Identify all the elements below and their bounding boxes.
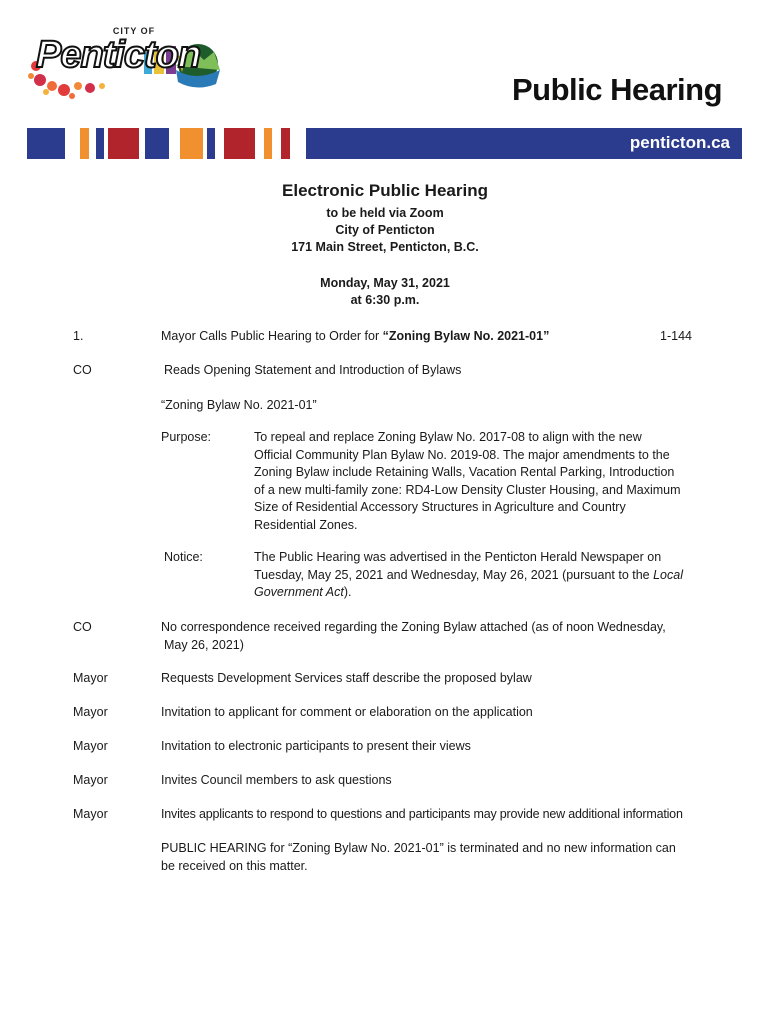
step-label: Mayor <box>73 671 108 685</box>
step-label: Mayor <box>73 773 108 787</box>
bar-segment-orange <box>180 128 203 159</box>
notice-line: The Public Hearing was advertised in the Penticton Herald Newspaper on <box>254 550 662 564</box>
item-number: 1. <box>73 329 84 343</box>
opening-label: CO <box>73 363 92 377</box>
closing-line: PUBLIC HEARING for “Zoning Bylaw No. 2021-01” is terminated and no new information can <box>161 841 676 855</box>
opening-bylaw: “Zoning Bylaw No. 2021-01” <box>161 398 317 412</box>
meeting-address: 171 Main Street, Penticton, B.C. <box>291 240 479 254</box>
bar-segment-blue <box>145 128 169 159</box>
step-text: Invites Council members to ask questions <box>161 773 392 787</box>
step-text: Invites applicants to respond to questions and participants may provide new additional information <box>161 807 683 821</box>
item-1-text <box>161 328 549 346</box>
meeting-title: Electronic Public Hearing <box>282 181 488 200</box>
step-label: Mayor <box>73 705 108 719</box>
bar-segment-orange <box>80 128 89 159</box>
page-title: Public Hearing <box>511 72 722 107</box>
correspondence-line: No correspondence received regarding the Zoning Bylaw attached (as of noon Wednesday, <box>161 620 666 634</box>
step-text: Invitation to electronic participants to present their views <box>161 739 471 753</box>
bar-segment-blue <box>27 128 65 159</box>
notice-line2-plain: Tuesday, May 25, 2021 and Wednesday, May 26, 2021 (pursuant to the <box>254 567 654 582</box>
closing-line: be received on this matter. <box>161 858 308 873</box>
correspondence-label: CO <box>73 620 92 634</box>
item-1-plain: Mayor Calls Public Hearing to Order for <box>161 329 383 343</box>
bar-segment-blue <box>207 128 215 159</box>
notice-label: Notice: <box>164 550 203 564</box>
meeting-host: City of Penticton <box>335 223 435 237</box>
item-1-bylaw: “Zoning Bylaw No. 2021-01” <box>382 329 550 343</box>
city-logo <box>26 26 226 106</box>
notice-line2-italic: Local <box>653 567 683 582</box>
purpose-line: Zoning Bylaw include Retaining Walls, Vacation Rental Parking, Introduction <box>254 465 675 479</box>
site-banner <box>306 128 742 159</box>
purpose-line: To repeal and replace Zoning Bylaw No. 2017-08 to align with the new <box>254 430 642 444</box>
step-text: Invitation to applicant for comment or elaboration on the application <box>161 705 533 719</box>
logo-small-text: CITY OF <box>112 26 156 36</box>
purpose-line: Residential Zones. <box>254 517 358 532</box>
meeting-date: Monday, May 31, 2021 <box>320 276 450 290</box>
step-label: Mayor <box>73 807 108 821</box>
notice-line <box>254 567 714 585</box>
notice-line3-italic: Government Act <box>254 585 344 599</box>
bar-segment-red <box>108 128 139 159</box>
notice-text <box>254 549 714 602</box>
purpose-label: Purpose: <box>161 430 212 444</box>
item-1-pages: 1-144 <box>660 329 692 343</box>
site-url: penticton.ca <box>629 133 730 152</box>
meeting-platform: to be held via Zoom <box>326 206 444 220</box>
bar-segment-blue <box>96 128 104 159</box>
step-text: Requests Development Services staff describe the proposed bylaw <box>161 671 532 685</box>
purpose-line: Official Community Plan Bylaw No. 2019-08. The major amendments to the <box>254 447 670 462</box>
logo-wordmark: Penticton <box>36 34 201 76</box>
correspondence-text <box>161 619 731 654</box>
bar-segment-red <box>281 128 290 159</box>
closing-text <box>161 840 741 875</box>
purpose-line: Size of Residential Accessory Structures in Agriculture and Country <box>254 500 626 514</box>
notice-line <box>254 584 714 602</box>
step-label: Mayor <box>73 739 108 753</box>
bar-segment-orange <box>264 128 272 159</box>
meeting-time: at 6:30 p.m. <box>350 293 420 307</box>
bar-segment-red <box>224 128 255 159</box>
correspondence-line: May 26, 2021) <box>164 637 244 652</box>
notice-line3-plain: ). <box>343 585 352 599</box>
purpose-line: of a new multi-family zone: RD4-Low Density Cluster Housing, and Maximum <box>254 482 681 497</box>
opening-text: Reads Opening Statement and Introduction of Bylaws <box>164 363 462 377</box>
purpose-text <box>254 429 714 534</box>
